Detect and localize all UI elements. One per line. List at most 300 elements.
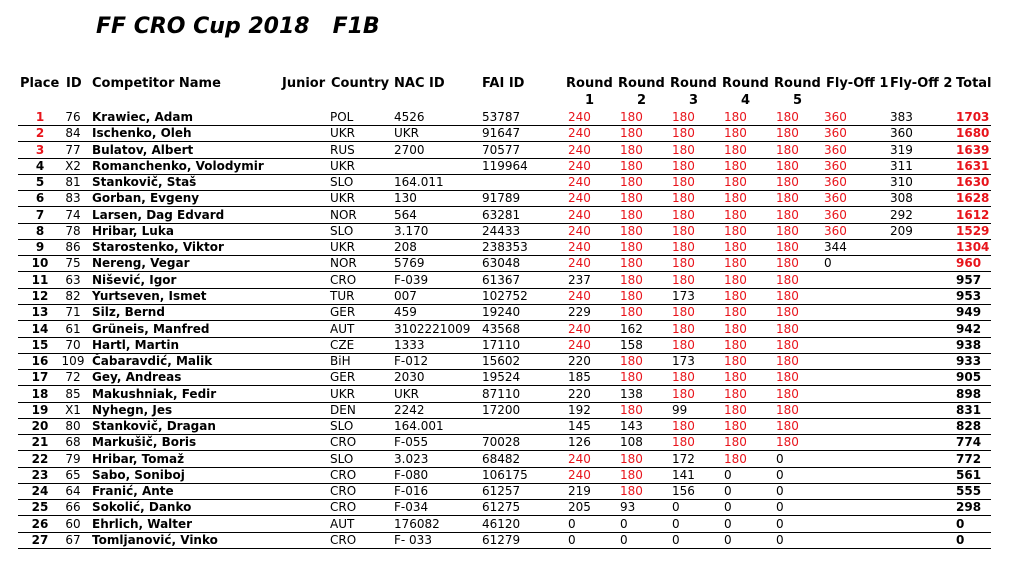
cell-place: 17 [31, 370, 49, 385]
cell-round-1: 240 [568, 256, 591, 271]
cell-country: CRO [330, 500, 357, 515]
cell-total: 1304 [956, 240, 990, 255]
cell-nac-id: 2030 [394, 370, 425, 385]
cell-fai-id: 91789 [482, 191, 521, 206]
cell-round-3: 180 [672, 223, 695, 238]
table-row [18, 321, 991, 338]
cell-fly-off-1: 360 [824, 110, 847, 124]
table-row [18, 483, 991, 500]
cell-fly-off-1: 360 [824, 175, 847, 190]
cell-round-1: 0 [568, 516, 576, 531]
cell-id: 85 [65, 386, 81, 401]
cell-id: 79 [65, 451, 81, 466]
table-row [18, 142, 991, 159]
cell-fai-id: 119964 [482, 158, 528, 173]
cell-round-3: 180 [672, 126, 695, 141]
header-round-5-number: 5 [793, 93, 803, 108]
cell-round-2: 162 [620, 321, 643, 336]
cell-round-4: 180 [724, 110, 747, 124]
cell-total: 1628 [956, 191, 990, 206]
cell-country: UKR [330, 386, 355, 401]
cell-fai-id: 19240 [482, 305, 521, 320]
cell-id: 70 [65, 337, 81, 352]
page-title: FF CRO Cup 2018 F1B [96, 14, 380, 39]
cell-fai-id: 43568 [482, 321, 521, 336]
cell-total: 298 [956, 500, 982, 515]
cell-competitor-name: Yurtseven, Ismet [92, 288, 207, 303]
cell-fly-off-2: 383 [890, 110, 913, 124]
cell-total: 1612 [956, 207, 990, 222]
cell-nac-id: 459 [394, 305, 417, 320]
cell-total: 1680 [956, 126, 990, 141]
cell-total: 774 [956, 435, 982, 450]
cell-round-2: 180 [620, 240, 643, 255]
cell-round-4: 0 [724, 516, 732, 531]
cell-id: 68 [65, 435, 81, 450]
cell-fly-off-1: 0 [824, 256, 832, 271]
header-place: Place [20, 76, 60, 91]
cell-fai-id: 70577 [482, 142, 521, 157]
cell-nac-id: 130 [394, 191, 417, 206]
cell-fai-id: 53787 [482, 110, 521, 124]
cell-round-5: 180 [776, 337, 799, 352]
cell-round-1: 240 [568, 240, 591, 255]
cell-round-2: 180 [620, 467, 643, 482]
cell-round-3: 0 [672, 500, 680, 515]
cell-id: X1 [65, 402, 81, 417]
cell-round-4: 180 [724, 158, 747, 173]
cell-round-5: 180 [776, 321, 799, 336]
cell-nac-id: F-016 [394, 484, 429, 499]
cell-round-2: 180 [620, 402, 643, 417]
cell-round-2: 0 [620, 533, 628, 548]
cell-round-5: 0 [776, 533, 784, 548]
cell-place: 21 [31, 435, 49, 450]
cell-round-2: 138 [620, 386, 643, 401]
cell-fai-id: 24433 [482, 223, 521, 238]
header-round-1-number: 1 [585, 93, 595, 108]
cell-country: UKR [330, 158, 355, 173]
cell-round-3: 180 [672, 191, 695, 206]
header-round-4: Round [722, 76, 769, 91]
cell-round-4: 180 [724, 240, 747, 255]
cell-round-1: 240 [568, 142, 591, 157]
cell-fly-off-1: 360 [824, 142, 847, 157]
cell-id: 74 [65, 207, 81, 222]
cell-round-3: 180 [672, 240, 695, 255]
cell-country: NOR [330, 207, 357, 222]
cell-competitor-name: Hartl, Martin [92, 337, 179, 352]
table-row [18, 337, 991, 354]
cell-round-2: 180 [620, 110, 643, 124]
cell-total: 555 [956, 484, 982, 499]
table-row [18, 304, 991, 321]
cell-id: 72 [65, 370, 81, 385]
cell-round-1: 220 [568, 386, 591, 401]
cell-round-4: 0 [724, 467, 732, 482]
cell-competitor-name: Nišević, Igor [92, 272, 177, 287]
table-row [18, 499, 991, 516]
cell-round-1: 237 [568, 272, 591, 287]
cell-total: 1631 [956, 158, 990, 173]
cell-competitor-name: Bulatov, Albert [92, 142, 194, 157]
cell-fai-id: 61275 [482, 500, 521, 515]
cell-round-4: 180 [724, 191, 747, 206]
cell-fai-id: 19524 [482, 370, 521, 385]
cell-fly-off-2: 308 [890, 191, 913, 206]
cell-round-1: 229 [568, 305, 591, 320]
cell-round-1: 240 [568, 321, 591, 336]
cell-place: 4 [35, 158, 45, 173]
header-id: ID [66, 76, 82, 91]
cell-round-3: 180 [672, 110, 695, 124]
cell-round-5: 180 [776, 288, 799, 303]
cell-fly-off-1: 360 [824, 191, 847, 206]
cell-round-3: 180 [672, 272, 695, 287]
header-junior: Junior [282, 76, 326, 91]
cell-fai-id: 102752 [482, 288, 528, 303]
cell-place: 27 [31, 533, 49, 548]
cell-place: 8 [35, 223, 45, 238]
cell-round-1: 126 [568, 435, 591, 450]
header-round-1: Round [566, 76, 613, 91]
cell-round-4: 0 [724, 484, 732, 499]
cell-nac-id: 5769 [394, 256, 425, 271]
cell-place: 14 [31, 321, 49, 336]
cell-round-4: 180 [724, 126, 747, 141]
cell-competitor-name: Markušič, Boris [92, 435, 197, 450]
table-row [18, 109, 991, 126]
cell-id: 80 [65, 419, 81, 434]
cell-competitor-name: Nyhegn, Jes [92, 402, 173, 417]
cell-nac-id: 3102221009 [394, 321, 471, 336]
cell-round-5: 0 [776, 500, 784, 515]
cell-competitor-name: Grüneis, Manfred [92, 321, 210, 336]
cell-id: 81 [65, 175, 81, 190]
cell-place: 25 [31, 500, 49, 515]
cell-total: 831 [956, 402, 982, 417]
cell-fai-id: 61279 [482, 533, 521, 548]
cell-round-2: 180 [620, 126, 643, 141]
cell-round-4: 180 [724, 142, 747, 157]
cell-round-5: 180 [776, 354, 799, 369]
cell-round-2: 180 [620, 354, 643, 369]
cell-nac-id: F-080 [394, 467, 429, 482]
cell-fai-id: 68482 [482, 451, 521, 466]
table-row [18, 532, 991, 549]
cell-round-2: 93 [620, 500, 636, 515]
header-fly-off-2: Fly-Off 2 [890, 76, 953, 91]
cell-total: 905 [956, 370, 982, 385]
cell-fly-off-2: 209 [890, 223, 913, 238]
cell-round-5: 180 [776, 402, 799, 417]
cell-country: CZE [330, 337, 355, 352]
cell-place: 12 [31, 288, 49, 303]
cell-country: POL [330, 110, 354, 124]
cell-country: TUR [330, 288, 355, 303]
cell-round-1: 240 [568, 158, 591, 173]
cell-fai-id: 238353 [482, 240, 528, 255]
cell-place: 5 [35, 175, 45, 190]
cell-round-1: 185 [568, 370, 591, 385]
cell-id: 75 [65, 256, 81, 271]
cell-round-2: 180 [620, 142, 643, 157]
cell-round-2: 180 [620, 451, 643, 466]
cell-round-5: 0 [776, 484, 784, 499]
cell-country: GER [330, 370, 356, 385]
cell-competitor-name: Ehrlich, Walter [92, 516, 193, 531]
cell-id: 67 [65, 533, 81, 548]
cell-nac-id: 3.170 [394, 223, 429, 238]
cell-round-4: 180 [724, 272, 747, 287]
table-row [18, 272, 991, 289]
cell-round-5: 180 [776, 435, 799, 450]
cell-round-2: 180 [620, 175, 643, 190]
cell-total: 960 [956, 256, 982, 271]
cell-competitor-name: Tomljanović, Vinko [92, 533, 218, 548]
cell-nac-id: UKR [394, 126, 419, 141]
cell-country: UKR [330, 191, 355, 206]
cell-round-3: 180 [672, 321, 695, 336]
cell-round-1: 240 [568, 175, 591, 190]
cell-place: 23 [31, 467, 49, 482]
cell-total: 942 [956, 321, 982, 336]
cell-total: 772 [956, 451, 982, 466]
cell-id: 77 [65, 142, 81, 157]
cell-competitor-name: Silz, Bernd [92, 305, 165, 320]
cell-round-5: 180 [776, 191, 799, 206]
table-row [18, 467, 991, 484]
cell-round-3: 172 [672, 451, 695, 466]
cell-id: 84 [65, 126, 81, 141]
cell-fly-off-1: 344 [824, 240, 847, 255]
cell-round-1: 240 [568, 451, 591, 466]
cell-round-4: 180 [724, 354, 747, 369]
cell-total: 0 [956, 516, 965, 531]
cell-round-1: 240 [568, 126, 591, 141]
cell-round-1: 205 [568, 500, 591, 515]
cell-round-4: 180 [724, 288, 747, 303]
table-row [18, 223, 991, 240]
cell-round-1: 240 [568, 191, 591, 206]
cell-fly-off-1: 360 [824, 158, 847, 173]
cell-round-5: 180 [776, 158, 799, 173]
cell-round-1: 240 [568, 337, 591, 352]
cell-round-5: 180 [776, 223, 799, 238]
cell-round-5: 180 [776, 175, 799, 190]
cell-nac-id: 3.023 [394, 451, 429, 466]
cell-place: 10 [31, 256, 49, 271]
cell-round-1: 192 [568, 402, 591, 417]
cell-round-2: 180 [620, 207, 643, 222]
cell-round-4: 180 [724, 337, 747, 352]
cell-round-2: 180 [620, 484, 643, 499]
cell-round-4: 0 [724, 533, 732, 548]
cell-round-5: 180 [776, 207, 799, 222]
cell-round-1: 145 [568, 419, 591, 434]
cell-nac-id: F- 033 [394, 533, 432, 548]
cell-place: 11 [31, 272, 49, 287]
cell-round-2: 180 [620, 305, 643, 320]
cell-id: 60 [65, 516, 81, 531]
header-fly-off-1: Fly-Off 1 [826, 76, 889, 91]
cell-competitor-name: Hribar, Luka [92, 223, 174, 238]
cell-round-5: 180 [776, 272, 799, 287]
cell-round-4: 180 [724, 175, 747, 190]
cell-nac-id: 2242 [394, 402, 425, 417]
cell-country: NOR [330, 256, 357, 271]
cell-competitor-name: Ischenko, Oleh [92, 126, 192, 141]
cell-competitor-name: Gorban, Evgeny [92, 191, 200, 206]
cell-round-1: 240 [568, 223, 591, 238]
cell-place: 6 [35, 191, 45, 206]
cell-nac-id: F-055 [394, 435, 429, 450]
cell-round-3: 99 [672, 402, 688, 417]
cell-country: BiH [330, 354, 351, 369]
cell-country: AUT [330, 516, 355, 531]
cell-round-4: 180 [724, 386, 747, 401]
cell-id: 78 [65, 223, 81, 238]
header-round-4-number: 4 [741, 93, 751, 108]
cell-nac-id: F-039 [394, 272, 429, 287]
cell-id: 61 [65, 321, 81, 336]
header-round-2: Round [618, 76, 665, 91]
cell-competitor-name: Franić, Ante [92, 484, 174, 499]
cell-total: 561 [956, 467, 982, 482]
cell-nac-id: 1333 [394, 337, 425, 352]
cell-place: 22 [31, 451, 49, 466]
cell-round-3: 180 [672, 386, 695, 401]
cell-country: DEN [330, 402, 356, 417]
cell-nac-id: 564 [394, 207, 417, 222]
cell-place: 24 [31, 484, 49, 499]
cell-round-2: 180 [620, 272, 643, 287]
cell-round-2: 0 [620, 516, 628, 531]
cell-round-4: 0 [724, 500, 732, 515]
cell-round-1: 240 [568, 207, 591, 222]
cell-fai-id: 61367 [482, 272, 521, 287]
cell-round-5: 180 [776, 110, 799, 124]
cell-round-2: 108 [620, 435, 643, 450]
cell-round-5: 180 [776, 305, 799, 320]
cell-round-3: 180 [672, 419, 695, 434]
cell-total: 938 [956, 337, 982, 352]
cell-fai-id: 17200 [482, 402, 521, 417]
cell-country: AUT [330, 321, 355, 336]
cell-competitor-name: Stankovič, Dragan [92, 419, 216, 434]
cell-round-5: 180 [776, 256, 799, 271]
table-row [18, 288, 991, 305]
cell-id: 83 [65, 191, 81, 206]
cell-total: 1639 [956, 142, 990, 157]
cell-id: X2 [65, 158, 81, 173]
cell-competitor-name: Nereng, Vegar [92, 256, 190, 271]
cell-total: 828 [956, 419, 982, 434]
table-row [18, 125, 991, 142]
cell-competitor-name: Larsen, Dag Edvard [92, 207, 225, 222]
cell-round-3: 180 [672, 207, 695, 222]
table-row [18, 190, 991, 207]
table-row [18, 418, 991, 435]
cell-round-2: 180 [620, 223, 643, 238]
cell-place: 13 [31, 305, 49, 320]
table-row [18, 402, 991, 419]
cell-id: 66 [65, 500, 81, 515]
cell-fai-id: 87110 [482, 386, 521, 401]
cell-round-5: 0 [776, 516, 784, 531]
cell-round-5: 180 [776, 419, 799, 434]
cell-round-3: 180 [672, 370, 695, 385]
cell-competitor-name: Romanchenko, Volodymir [92, 158, 264, 173]
cell-id: 86 [65, 240, 81, 255]
table-row [18, 516, 991, 533]
cell-round-2: 180 [620, 191, 643, 206]
cell-round-3: 180 [672, 337, 695, 352]
cell-id: 76 [65, 110, 81, 124]
cell-id: 63 [65, 272, 81, 287]
cell-competitor-name: Stankovič, Staš [92, 175, 197, 190]
cell-fly-off-2: 311 [890, 158, 913, 173]
cell-fly-off-2: 319 [890, 142, 913, 157]
cell-place: 20 [31, 419, 49, 434]
cell-total: 898 [956, 386, 982, 401]
cell-fai-id: 91647 [482, 126, 521, 141]
cell-competitor-name: Hribar, Tomaž [92, 451, 185, 466]
cell-round-3: 0 [672, 533, 680, 548]
cell-competitor-name: Krawiec, Adam [92, 110, 193, 124]
cell-total: 1630 [956, 175, 990, 190]
cell-country: CRO [330, 467, 357, 482]
header-round-2-number: 2 [637, 93, 647, 108]
cell-nac-id: 007 [394, 288, 417, 303]
table-row [18, 386, 991, 403]
cell-fly-off-1: 360 [824, 126, 847, 141]
cell-round-3: 0 [672, 516, 680, 531]
cell-round-3: 180 [672, 175, 695, 190]
cell-round-5: 180 [776, 370, 799, 385]
cell-competitor-name: Gey, Andreas [92, 370, 182, 385]
cell-round-4: 180 [724, 321, 747, 336]
table-row [18, 174, 991, 191]
cell-round-4: 180 [724, 223, 747, 238]
cell-round-1: 240 [568, 288, 591, 303]
cell-round-5: 0 [776, 467, 784, 482]
cell-fai-id: 63281 [482, 207, 521, 222]
cell-round-1: 240 [568, 467, 591, 482]
cell-total: 953 [956, 288, 982, 303]
cell-fly-off-2: 310 [890, 175, 913, 190]
cell-round-4: 180 [724, 370, 747, 385]
cell-round-3: 156 [672, 484, 695, 499]
cell-nac-id: 2700 [394, 142, 425, 157]
cell-round-4: 180 [724, 451, 747, 466]
cell-country: SLO [330, 451, 354, 466]
cell-round-2: 180 [620, 158, 643, 173]
cell-round-3: 180 [672, 435, 695, 450]
header-fai-id: FAI ID [482, 76, 525, 91]
cell-round-2: 158 [620, 337, 643, 352]
cell-place: 3 [35, 142, 45, 157]
cell-country: CRO [330, 533, 357, 548]
table-row [18, 158, 991, 175]
cell-competitor-name: Makushniak, Fedir [92, 386, 217, 401]
cell-fly-off-2: 360 [890, 126, 913, 141]
cell-nac-id: 208 [394, 240, 417, 255]
cell-nac-id: F-012 [394, 354, 429, 369]
cell-country: RUS [330, 142, 355, 157]
cell-total: 933 [956, 354, 982, 369]
cell-total: 949 [956, 305, 982, 320]
